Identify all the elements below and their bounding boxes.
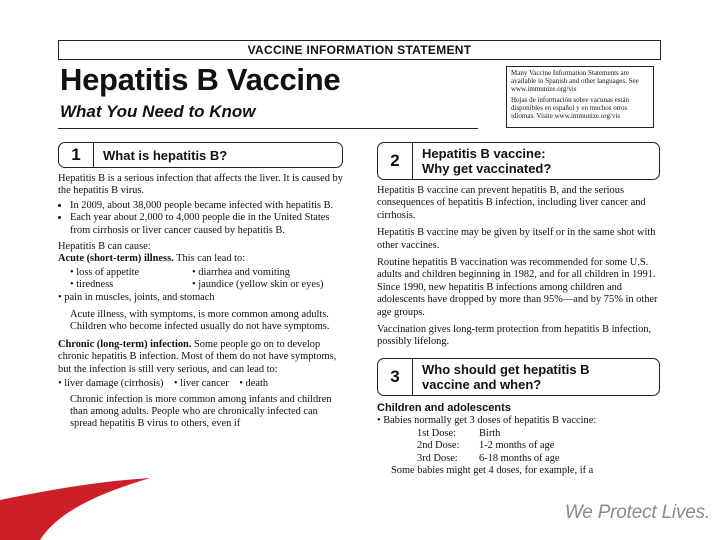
- language-notice-box: [506, 66, 654, 128]
- acute-line: [58, 253, 343, 265]
- acute-lead: This can lead to:: [176, 253, 246, 265]
- dose-timing: Birth: [479, 427, 501, 439]
- effect-item: • death: [239, 378, 269, 390]
- fact-item: • In 2009, about 38,000 people became infected with hepatitis B.: [70, 200, 343, 212]
- effect-item: • liver cancer: [173, 378, 229, 390]
- dose-note: Some babies might get 4 doses, for example, if a: [391, 464, 594, 476]
- effect-item: • liver damage (cirrhosis): [58, 378, 164, 390]
- dose-schedule: [377, 428, 660, 465]
- red-swoosh-shape: [0, 478, 150, 540]
- language-notice-spanish: Hojas de información sobre vacunas están disponibles en español y en muchos otros idiomas. Visite www.immunize.org/vis: [511, 96, 629, 120]
- title-divider: [58, 128, 478, 129]
- section-2-title-line-1: Hepatitis B vaccine:: [422, 146, 546, 161]
- symptom-item: • loss of appetite: [70, 266, 140, 278]
- section-2-paragraph: Hepatitis B vaccine may be given by itself or in the same shot with other vaccines.: [377, 227, 656, 251]
- section-3-title: [413, 362, 590, 392]
- dose-timing: 6-18 months of age: [479, 452, 560, 464]
- section-2-title: [413, 146, 551, 176]
- section-2-title-line-2: Why get vaccinated?: [422, 161, 552, 176]
- left-column: [58, 142, 343, 436]
- page-title: Hepatitis B Vaccine: [60, 62, 341, 97]
- symptom-item: • tiredness: [70, 279, 114, 291]
- section-1-title: What is hepatitis B?: [103, 147, 228, 163]
- section-1-facts: [58, 200, 343, 237]
- page-subtitle: What You Need to Know: [60, 102, 256, 121]
- section-3-heading: [377, 358, 660, 396]
- language-notice-english: Many Vaccine Information Statements are available in Spanish and other languages. See www.immunize.org/vis: [511, 69, 639, 93]
- babies-bullet: • Babies normally get 3 doses of hepatitis B vaccine:: [377, 415, 597, 427]
- chronic-paragraph: [58, 339, 343, 376]
- vaccine-information-document: [58, 40, 661, 480]
- dose-label: 3rd Dose:: [417, 452, 458, 464]
- section-2-paragraph: Routine hepatitis B vaccination was recommended for some U.S. adults and children beginning in 1982, and for all children in 1991. Since 1990, new hepatitis B infections among children and adolescents have dropped by more than 95%—and by 75% in other age groups.: [377, 257, 658, 318]
- fact-item: • Each year about 2,000 to 4,000 people die in the United States from cirrhosis or liver cancer caused by hepatitis B.: [70, 212, 343, 237]
- dose-timing: 1-2 months of age: [479, 440, 555, 452]
- section-3-title-line-2: vaccine and when?: [422, 376, 542, 392]
- dose-label: 1st Dose:: [417, 427, 456, 439]
- acute-heading: Acute (short-term) illness.: [58, 253, 174, 265]
- children-heading: Children and adolescents: [377, 401, 511, 414]
- section-2-paragraph: Hepatitis B vaccine can prevent hepatitis B, and the serious consequences of hepatitis B infection, including liver cancer and cirrhosis.: [377, 185, 646, 221]
- section-2-number: 2: [378, 143, 413, 179]
- symptom-item: • diarrhea and vomiting: [192, 266, 291, 278]
- section-1-number: 1: [59, 143, 94, 167]
- acute-symptoms-grid: [58, 267, 343, 292]
- symptom-item: • jaundice (yellow skin or eyes): [192, 279, 324, 291]
- chronic-note: Chronic infection is more common among infants and children than among adults. People who are chronically infected can spread hepatitis B virus to others, even if: [70, 393, 332, 430]
- chronic-text: Some people go on to develop chronic hepatitis B infection. Most of them do not have symptoms, but the infection is still very serious, and can lead to:: [58, 338, 337, 375]
- symptom-item: • pain in muscles, joints, and stomach: [58, 291, 215, 303]
- can-cause-label: Hepatitis B can cause:: [58, 241, 151, 253]
- section-3-title-line-1: Who should get hepatitis B: [422, 361, 590, 377]
- acute-note: Acute illness, with symptoms, is more common among adults. Children who become infected usually do not have symptoms.: [70, 309, 330, 333]
- section-3-number: 3: [378, 359, 413, 395]
- section-1-intro: Hepatitis B is a serious infection that affects the liver. It is caused by the hepatitis B virus.: [58, 173, 343, 197]
- section-2-paragraph: Vaccination gives long-term protection from hepatitis B infection, possibly lifelong.: [377, 324, 652, 348]
- section-2-heading: [377, 142, 660, 180]
- dose-label: 2nd Dose:: [417, 440, 460, 452]
- section-1-heading: [58, 142, 343, 168]
- right-column: [377, 142, 660, 477]
- footer-tagline: We Protect Lives.: [564, 502, 710, 523]
- chronic-effects: [58, 378, 343, 390]
- chronic-heading: Chronic (long-term) infection.: [58, 338, 192, 350]
- vis-header-bar: VACCINE INFORMATION STATEMENT: [58, 40, 661, 60]
